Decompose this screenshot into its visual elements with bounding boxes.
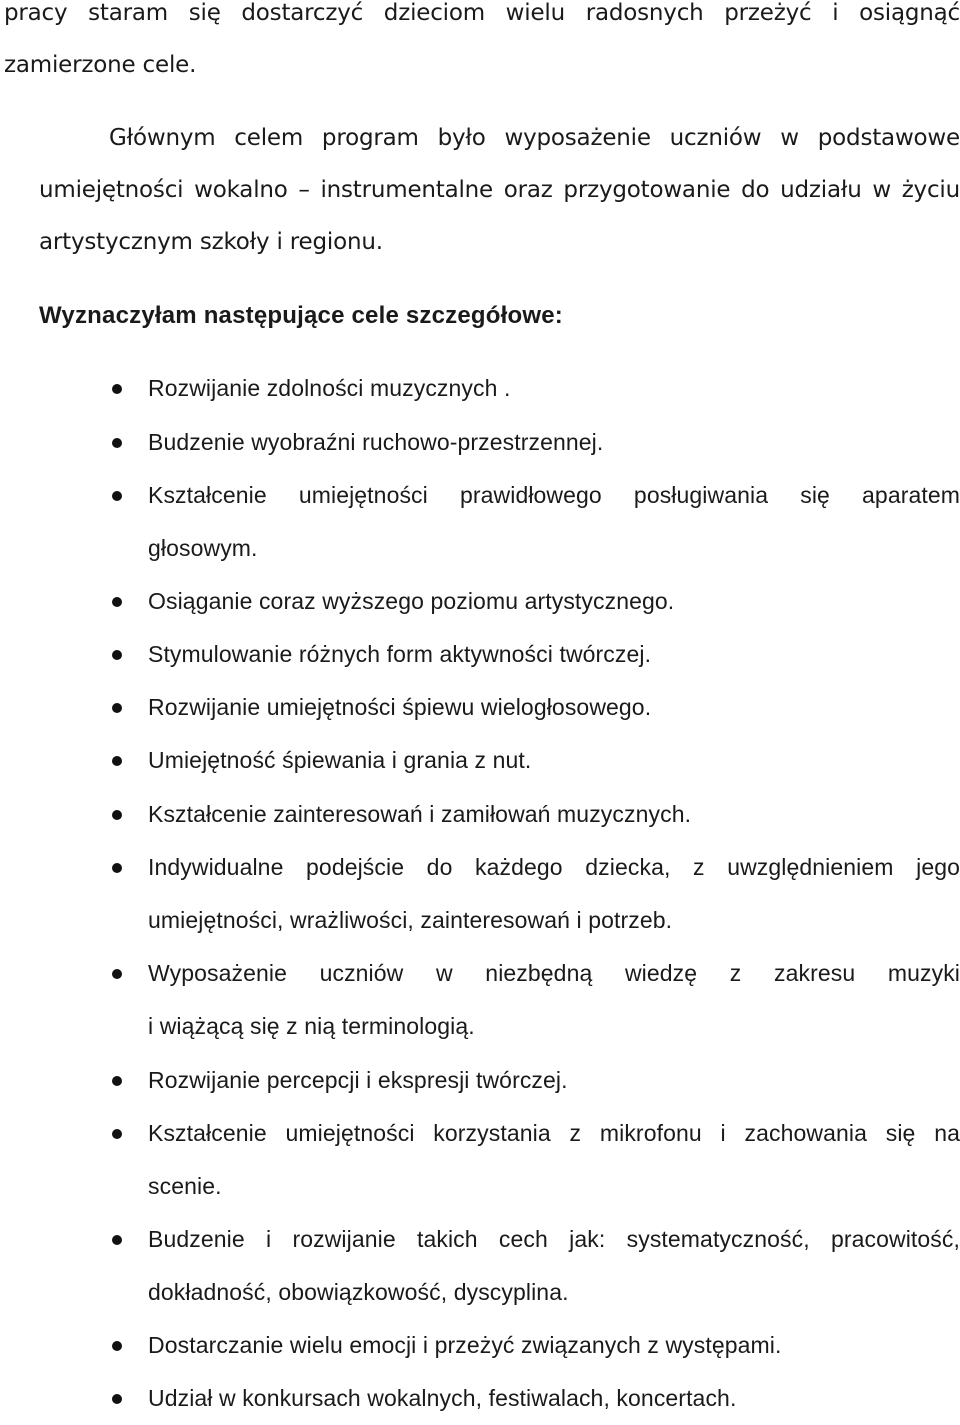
bullet-point-icon <box>112 491 122 501</box>
goal-text-line: Kształcenie umiejętności korzystania z mikrofonu i zachowania się na <box>148 1120 960 1146</box>
main-paragraph-line-3: artystycznym szkoły i regionu. <box>39 229 383 255</box>
goal-text-line: Rozwijanie percepcji i ekspresji twórczej. <box>148 1067 568 1093</box>
goal-text-line: Stymulowanie różnych form aktywności twórczej. <box>148 641 652 667</box>
bullet-point-icon <box>112 863 122 873</box>
bullet-point-icon <box>112 384 122 394</box>
goal-text <box>148 841 960 947</box>
goal-text-line: Budzenie i rozwijanie takich cech jak: systematyczność, pracowitość, <box>148 1226 960 1252</box>
bullet-point-icon <box>112 597 122 607</box>
bullet-point-icon <box>112 438 122 448</box>
bullet-point-icon <box>112 1394 122 1404</box>
goal-text <box>148 681 960 734</box>
goal-text-line: Wyposażenie uczniów w niezbędną wiedzę z zakresu muzyki <box>148 960 960 986</box>
bullet-point-icon <box>112 650 122 660</box>
goal-text-line: Kształcenie zainteresowań i zamiłowań muzycznych. <box>148 801 692 827</box>
goal-text <box>148 1213 960 1319</box>
bullet-point-icon <box>112 756 122 766</box>
main-paragraph-line-1: Głównym celem program było wyposażenie uczniów w podstawowe <box>109 125 960 151</box>
main-paragraph-line-2: umiejętności wokalno – instrumentalne oraz przygotowanie do udziału w życiu <box>39 177 960 203</box>
goal-text <box>148 1319 960 1372</box>
goal-text-line: scenie. <box>148 1173 222 1199</box>
bullet-point-icon <box>112 969 122 979</box>
goal-text-line: dokładność, obowiązkowość, dyscyplina. <box>148 1279 569 1305</box>
goal-text <box>148 416 960 469</box>
bullet-point-icon <box>112 1129 122 1139</box>
goal-text <box>148 575 960 628</box>
goal-text <box>148 362 960 415</box>
goal-text <box>148 947 960 1053</box>
goal-text <box>148 1054 960 1107</box>
goal-text-line: Rozwijanie zdolności muzycznych . <box>148 375 511 401</box>
bullet-point-icon <box>112 1341 122 1351</box>
goal-text-line: Budzenie wyobraźni ruchowo-przestrzennej. <box>148 429 604 455</box>
goal-text-line: Dostarczanie wielu emocji i przeżyć związanych z występami. <box>148 1332 782 1358</box>
goal-text-line: Kształcenie umiejętności prawidłowego posługiwania się aparatem <box>148 482 960 508</box>
goal-text-line: Osiąganie coraz wyższego poziomu artystycznego. <box>148 588 675 614</box>
goal-text-line: głosowym. <box>148 535 258 561</box>
bullet-point-icon <box>112 1076 122 1086</box>
goal-text-line: Udział w konkursach wokalnych, festiwalach, koncertach. <box>148 1385 737 1411</box>
goal-text-line: i wiążącą się z nią terminologią. <box>148 1013 475 1039</box>
goal-text <box>148 788 960 841</box>
bullet-point-icon <box>112 703 122 713</box>
goal-text <box>148 1107 960 1213</box>
goal-text-line: Umiejętność śpiewania i grania z nut. <box>148 747 532 773</box>
continuation-line-2: zamierzone cele. <box>4 52 197 78</box>
bullet-point-icon <box>112 1235 122 1245</box>
goal-text-line: Rozwijanie umiejętności śpiewu wielogłosowego. <box>148 694 652 720</box>
section-heading: Wyznaczyłam następujące cele szczegółowe: <box>39 302 563 329</box>
goal-text <box>148 628 960 681</box>
goal-text <box>148 734 960 787</box>
goal-text <box>148 469 960 575</box>
continuation-line-1: pracy staram się dostarczyć dzieciom wielu radosnych przeżyć i osiągnąć <box>4 0 960 26</box>
goal-text <box>148 1372 960 1425</box>
bullet-point-icon <box>112 810 122 820</box>
goal-text-line: umiejętności, wrażliwości, zainteresowań i potrzeb. <box>148 907 673 933</box>
goal-text-line: Indywidualne podejście do każdego dziecka, z uwzględnieniem jego <box>148 854 960 880</box>
